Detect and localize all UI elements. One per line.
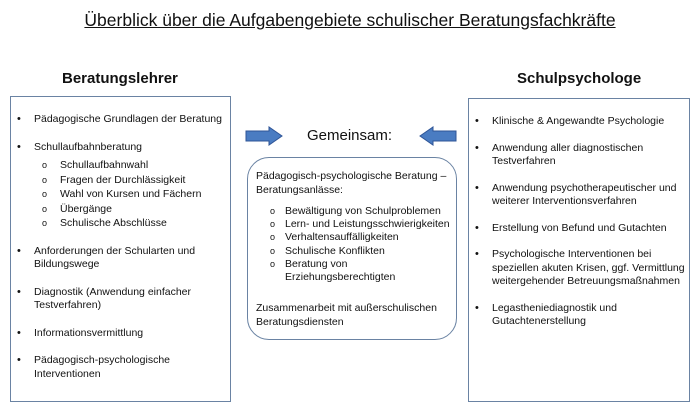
heading-beratungslehrer: Beratungslehrer bbox=[62, 70, 178, 87]
list-item bbox=[11, 327, 229, 341]
item-label: Pädagogische Grundlagen der Beratung bbox=[34, 113, 222, 125]
list-item: • Anwendung psychotherapeutischer und weiterer Interventionsverfahren bbox=[469, 182, 687, 209]
sub-item: o Lern- und Leistungsschwierigkeiten bbox=[248, 218, 460, 231]
item-label: Informationsvermittlung bbox=[34, 326, 144, 339]
item-label: Pädagogisch-psychologische Interventionen bbox=[34, 354, 171, 380]
sub-item: o Schullaufbahnwahl bbox=[34, 158, 229, 173]
schulpsychologe-list bbox=[469, 115, 687, 342]
heading-schulpsychologe: Schulpsychologe bbox=[517, 70, 642, 87]
page-title: Überblick über die Aufgabengebiete schulischer Beratungsfachkräfte bbox=[84, 10, 616, 30]
list-item bbox=[11, 354, 229, 381]
list-item bbox=[11, 113, 229, 127]
sub-item: o Verhaltensauffälligkeiten bbox=[248, 231, 460, 244]
sub-item: o Fragen der Durchlässigkeit bbox=[34, 173, 229, 188]
beratungslehrer-list bbox=[11, 113, 229, 395]
arrow-left-icon bbox=[419, 126, 457, 146]
schulpsychologe-box bbox=[468, 98, 690, 402]
sub-item: o Übergänge bbox=[34, 202, 229, 217]
list-item: • Klinische & Angewandte Psychologie bbox=[469, 115, 687, 129]
list-item bbox=[11, 141, 229, 231]
list-item: • Erstellung von Befund und Gutachten bbox=[469, 222, 687, 236]
sub-item: o Schulische Konflikten bbox=[248, 245, 460, 258]
gemeinsam-box bbox=[247, 157, 457, 340]
sub-item: o Beratung von Erziehungsberechtigten bbox=[248, 258, 460, 284]
item-label: Diagnostik (Anwendung einfacher Testverfahren) bbox=[34, 285, 192, 311]
schullaufbahn-sublist bbox=[34, 158, 229, 231]
item-label: Schullaufbahnberatung bbox=[34, 140, 143, 153]
gemeinsam-heading: Gemeinsam: bbox=[307, 127, 393, 144]
list-item: • Anwendung aller diagnostischen Testverfahren bbox=[469, 142, 687, 169]
gemeinsam-list bbox=[248, 205, 460, 284]
list-item bbox=[11, 245, 229, 272]
sub-item: o Wahl von Kursen und Fächern bbox=[34, 187, 229, 202]
sub-item: o Schulische Abschlüsse bbox=[34, 216, 229, 231]
list-item bbox=[11, 286, 229, 313]
gemeinsam-intro: Pädagogisch-psychologische Beratung – Beratungsanlässe: bbox=[256, 170, 447, 196]
beratungslehrer-box bbox=[10, 96, 231, 402]
sub-item: o Bewältigung von Schulproblemen bbox=[248, 205, 460, 218]
arrow-right-icon bbox=[245, 126, 283, 146]
beratungsanlaesse-list bbox=[248, 205, 460, 284]
gemeinsam-outro: Zusammenarbeit mit außerschulischen Beratungsdiensten bbox=[256, 302, 437, 328]
list-item: • Psychologische Interventionen bei speziellen akuten Krisen, ggf. Vermittlung weitergehender Betreuungsmaßnahmen bbox=[469, 248, 687, 289]
item-label: Anforderungen der Schularten und Bildungswege bbox=[34, 244, 196, 270]
list-item: • Legastheniediagnostik und Gutachtenerstellung bbox=[469, 302, 687, 329]
